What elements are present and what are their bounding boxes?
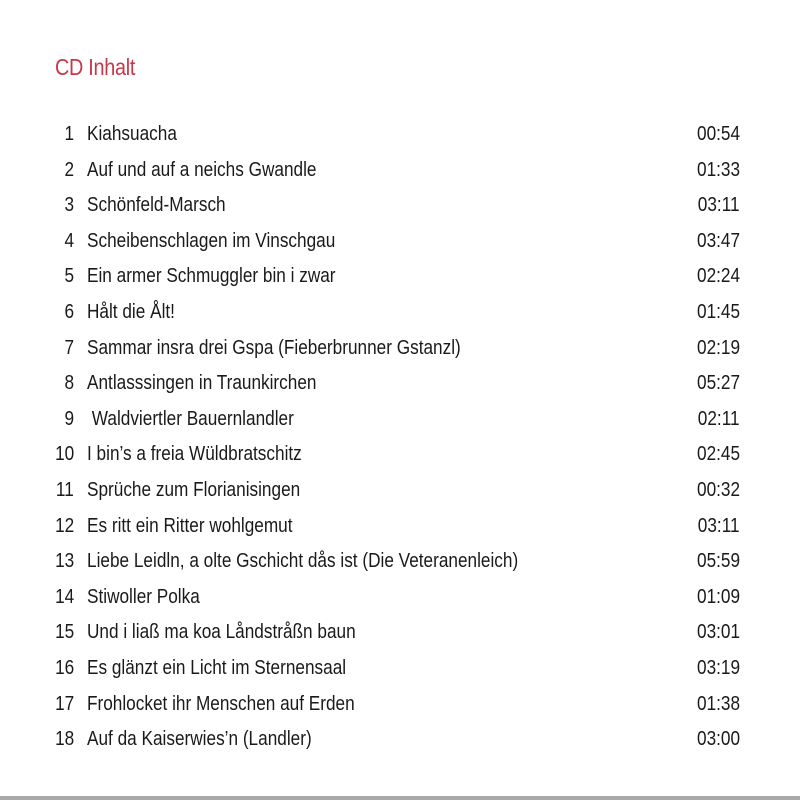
track-number: 8 — [64, 372, 74, 395]
track-row — [0, 295, 800, 331]
track-title: Es ritt ein Ritter wohlgemut — [87, 514, 293, 537]
track-row — [0, 437, 800, 473]
track-row — [0, 331, 800, 367]
track-list — [0, 117, 800, 758]
track-duration: 01:38 — [696, 692, 740, 715]
track-duration: 03:00 — [696, 728, 740, 751]
track-title: Waldviertler Bauernlandler — [87, 407, 294, 430]
track-title: Schönfeld-Marsch — [87, 194, 226, 217]
track-title: Sammar insra drei Gspa (Fieberbrunner Gstanzl) — [87, 336, 461, 359]
track-number: 18 — [54, 728, 74, 751]
track-number: 16 — [54, 656, 74, 679]
track-row — [0, 259, 800, 295]
track-title: Kiahsuacha — [87, 123, 177, 145]
track-title: I bin’s a freia Wüldbratschitz — [87, 443, 302, 466]
track-title: Es glänzt ein Licht im Sternensaal — [87, 656, 347, 679]
track-duration: 03:11 — [698, 514, 740, 537]
track-row — [0, 402, 800, 438]
track-title: Sprüche zum Florianisingen — [87, 478, 301, 501]
track-number: 12 — [54, 514, 74, 537]
track-row — [0, 153, 800, 189]
track-row — [0, 509, 800, 545]
track-number: 10 — [54, 443, 74, 466]
track-number: 13 — [54, 550, 74, 573]
track-duration: 03:11 — [698, 194, 740, 217]
track-row — [0, 188, 800, 224]
track-title: Stiwoller Polka — [87, 585, 200, 608]
track-number: 6 — [64, 300, 74, 323]
track-duration: 03:19 — [696, 656, 740, 679]
track-row — [0, 473, 800, 509]
track-number: 7 — [64, 336, 74, 359]
track-number: 11 — [56, 478, 74, 501]
track-duration: 00:54 — [696, 123, 740, 145]
track-row — [0, 117, 800, 153]
bottom-divider — [0, 796, 800, 800]
track-number: 2 — [64, 158, 74, 181]
track-duration: 02:24 — [696, 265, 740, 288]
track-row — [0, 580, 800, 616]
track-duration: 02:19 — [696, 336, 740, 359]
page-title: CD Inhalt — [55, 54, 136, 80]
track-number: 9 — [64, 407, 74, 430]
track-row — [0, 615, 800, 651]
track-duration: 01:45 — [696, 300, 740, 323]
track-row — [0, 722, 800, 758]
track-row — [0, 687, 800, 723]
track-number: 5 — [64, 265, 74, 288]
track-row — [0, 651, 800, 687]
track-title: Antlasssingen in Traunkirchen — [87, 372, 317, 395]
track-row — [0, 544, 800, 580]
track-duration: 02:11 — [698, 407, 740, 430]
track-number: 1 — [64, 123, 74, 145]
track-title: Hålt die Ålt! — [87, 300, 175, 323]
track-title: Scheibenschlagen im Vinschgau — [87, 229, 336, 252]
track-duration: 05:59 — [696, 550, 740, 573]
track-number: 15 — [54, 621, 74, 644]
track-title: Und i liaß ma koa Låndstråßn baun — [87, 621, 356, 644]
track-title: Liebe Leidln, a olte Gschicht dås ist (Die Veteranenleich) — [87, 550, 519, 573]
track-duration: 05:27 — [696, 372, 740, 395]
track-title: Ein armer Schmuggler bin i zwar — [87, 265, 336, 288]
track-duration: 03:01 — [696, 621, 740, 644]
track-title: Auf da Kaiserwies’n (Landler) — [87, 728, 312, 751]
track-duration: 01:33 — [696, 158, 740, 181]
track-number: 4 — [64, 229, 74, 252]
track-title: Auf und auf a neichs Gwandle — [87, 158, 317, 181]
track-duration: 03:47 — [696, 229, 740, 252]
track-duration: 00:32 — [696, 478, 740, 501]
track-row — [0, 224, 800, 260]
track-duration: 02:45 — [696, 443, 740, 466]
track-number: 17 — [54, 692, 74, 715]
track-number: 3 — [64, 194, 74, 217]
track-row — [0, 366, 800, 402]
track-number: 14 — [54, 585, 74, 608]
track-title: Frohlocket ihr Menschen auf Erden — [87, 692, 355, 715]
track-duration: 01:09 — [696, 585, 740, 608]
